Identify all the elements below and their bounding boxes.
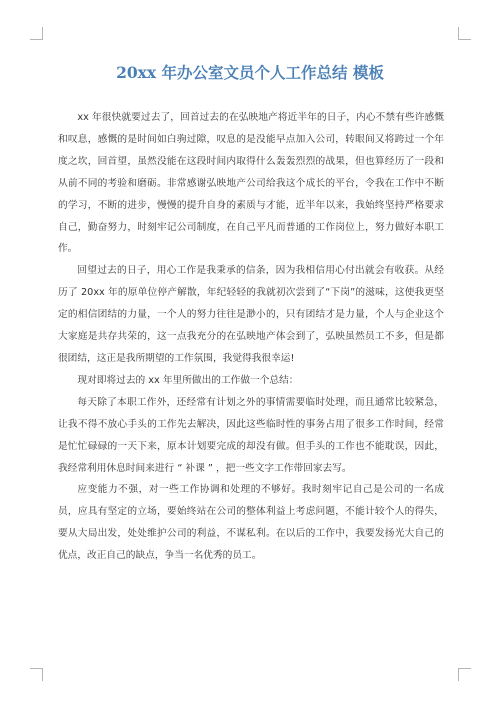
paragraph-review: 回望过去的日子，用心工作是我秉承的信条，因为我相信用心付出就会有收获。从经历了 20xx 年的原单位停产解散，年纪轻轻的我就初次尝到了“下岗”的滋味，这使我更坚定的相信团结的力量，一个人的努力往往是渺小的，只有团结才是力量，个人与企业这个大家庭是共存共荣的，这一点我充分的在弘映地产体会到了，弘映虽然员工不多，但是都很团结，这正是我所期望的工作氛围，我觉得我很幸运! bbox=[58, 265, 444, 364]
page-corner-mark-bottom-left bbox=[30, 668, 43, 681]
paragraph-intro: xx 年很快就要过去了，回首过去的在弘映地产将近半年的日子，内心不禁有些许感慨和叹息，感慨的是时间如白驹过隙，叹息的是没能早点加入公司，转眼间又将跨过一个年度之坎，回首望，虽然没能在这段时间内取得什么轰轰烈烈的战果，但也算经历了一段和从前不同的考验和磨砺。非常感谢弘映地产公司给我这个成长的平台，令我在工作中不断的学习，不断的进步，慢慢的提升自身的素质与才能，近半年以来，我始终坚持严格要求自己，勤奋努力，时刻牢记公司制度，在自己平凡而普通的工作岗位上，努力做好本职工作。 bbox=[58, 112, 444, 255]
paragraph-daily-work: 每天除了本职工作外，还经常有计划之外的事情需要临时处理，而且通常比较紧急，让我不得不放心手头的工作先去解决，因此这些临时性的事务占用了很多工作时间，经常是忙忙碌碌的一天下来，原本计划要完成的却没有做。但手头的工作也不能耽误，因此，我经常利用休息时间来进行 “ 补课 ” ，把一些文字工作带回家去写。 bbox=[58, 396, 444, 474]
page-corner-mark-top-left bbox=[30, 27, 43, 40]
paragraph-summary-lead: 现对即将过去的 xx 年里所做出的工作做一个总结： bbox=[77, 374, 299, 386]
document-body bbox=[58, 107, 444, 567]
paragraph-shortcomings: 应变能力不强，对一些工作协调和处理的不够好。我时刻牢记自己是公司的一名成员，应具有坚定的立场，要始终站在公司的整体利益上考虑问题，不能计较个人的得失，要从大局出发，处处维护公司的利益，不谋私利。在以后的工作中，我要发扬光大自己的优点，改正自己的缺点，争当一名优秀的员工。 bbox=[58, 484, 444, 562]
document-title: 20xx 年办公室文员个人工作总结 模板 bbox=[116, 63, 384, 82]
page-corner-mark-bottom-right bbox=[458, 668, 471, 681]
page-corner-mark-top-right bbox=[458, 27, 471, 40]
